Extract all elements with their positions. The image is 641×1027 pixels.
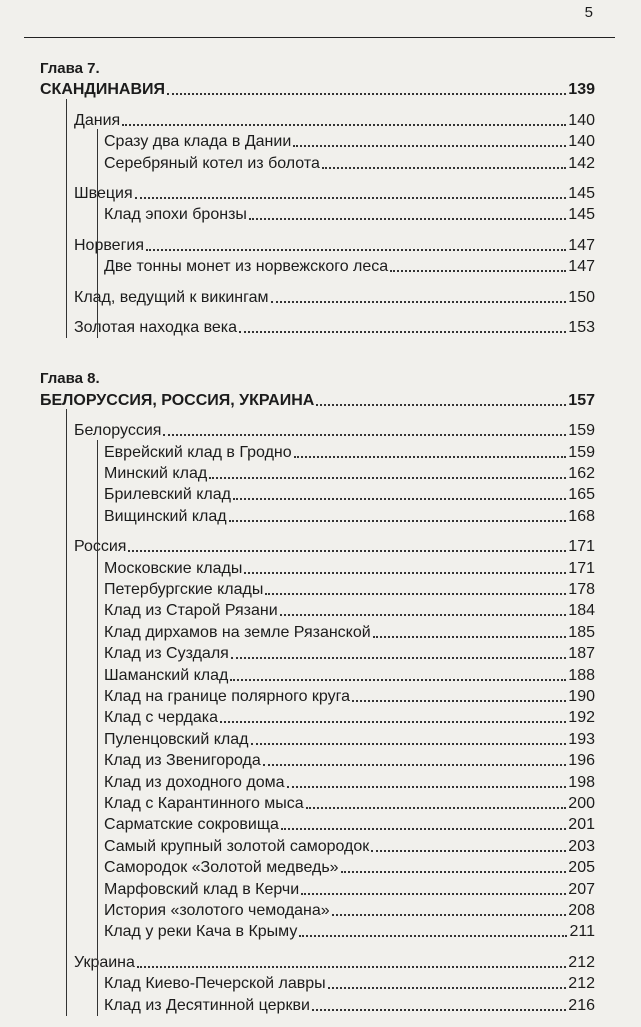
entry-page: 140 — [568, 133, 595, 151]
entry-title: Шаманский клад — [104, 666, 229, 684]
entry-page: 153 — [568, 319, 595, 336]
entry-page: 171 — [568, 559, 595, 577]
dot-leader — [287, 786, 567, 788]
entry-title: Дания — [74, 111, 121, 129]
toc-entry — [104, 484, 595, 506]
dot-leader — [167, 93, 566, 95]
entry-title: Пуленцовский клад — [104, 730, 249, 748]
entry-page: 198 — [568, 773, 595, 791]
entry-page: 212 — [568, 953, 595, 971]
toc-entry — [104, 131, 595, 153]
dot-leader — [341, 871, 567, 873]
dot-leader — [230, 679, 566, 681]
entry-page: 159 — [568, 422, 595, 440]
entry-title: Еврейский клад в Гродно — [104, 443, 292, 461]
dot-leader — [251, 743, 567, 745]
dot-leader — [137, 966, 566, 968]
entry-page: 171 — [568, 538, 595, 556]
entry-title: Клад у реки Кача в Крыму — [104, 923, 298, 941]
entry-title: Клад из Старой Рязани — [104, 602, 278, 620]
dot-leader — [328, 987, 567, 989]
entry-title: Клад из Суздаля — [104, 645, 229, 663]
entry-page: 178 — [568, 581, 595, 598]
entry-page: 205 — [568, 859, 595, 877]
toc-entry — [104, 995, 595, 1017]
entry-page: 208 — [568, 902, 595, 919]
entry-page: 139 — [568, 81, 595, 99]
entry-title: Норвегия — [74, 236, 145, 254]
entry-page: 207 — [568, 880, 595, 898]
dot-leader — [373, 636, 567, 638]
entry-title: Швеция — [74, 185, 133, 202]
toc-entry — [104, 153, 595, 175]
entry-title: Серебряный котел из болота — [104, 154, 320, 172]
dot-leader — [293, 145, 566, 147]
toc-entry — [104, 686, 595, 708]
entry-page: 190 — [568, 688, 595, 705]
toc-entry — [104, 879, 595, 901]
dot-leader — [239, 331, 566, 333]
dot-leader — [390, 270, 566, 272]
entry-page: 212 — [568, 975, 595, 993]
dot-leader — [231, 657, 566, 659]
entry-page: 140 — [568, 111, 595, 129]
section-bracket — [97, 129, 98, 338]
dot-leader — [146, 249, 566, 251]
entry-page: 200 — [568, 795, 595, 812]
dot-leader — [233, 498, 566, 500]
dot-leader — [299, 935, 567, 937]
dot-leader — [263, 764, 567, 766]
section-bracket — [66, 99, 67, 339]
entry-page: 185 — [568, 623, 595, 641]
toc-entry — [104, 772, 595, 794]
entry-title: Клад с чердака — [104, 709, 219, 727]
dot-leader — [244, 572, 566, 574]
dot-leader — [322, 167, 566, 169]
entry-page: 162 — [568, 465, 595, 482]
entry-page: 216 — [568, 996, 595, 1014]
toc-entry — [104, 665, 595, 687]
entry-title: Клад эпохи бронзы — [104, 206, 247, 224]
entry-title: Золотая находка века — [74, 319, 238, 336]
dot-leader — [352, 700, 566, 702]
section-bracket — [97, 440, 98, 1016]
top-rule — [24, 37, 615, 38]
section-row — [74, 287, 595, 309]
toc-entry — [104, 793, 595, 815]
dot-leader — [294, 456, 567, 458]
toc-entry — [104, 973, 595, 995]
entry-title: Вищинский клад — [104, 507, 227, 525]
entry-title: Клад из доходного дома — [104, 773, 285, 791]
entry-title: Петербургские клады — [104, 581, 264, 598]
section-row — [74, 536, 595, 558]
entry-page: 150 — [568, 288, 595, 306]
toc-entry — [104, 857, 595, 879]
entry-title: Две тонны монет из норвежского леса — [104, 258, 389, 276]
dot-leader — [301, 893, 566, 895]
section-row — [74, 952, 595, 974]
dot-leader — [128, 550, 566, 552]
entry-page: 159 — [568, 443, 595, 461]
toc-entry — [104, 204, 595, 226]
chapter-label: Глава 8. — [40, 370, 100, 388]
entry-title: Самородок «Золотой медведь» — [104, 859, 339, 877]
dot-leader — [281, 828, 566, 830]
dot-leader — [306, 807, 567, 809]
entry-title: Клад Киево-Печерской лавры — [104, 975, 326, 993]
entry-title: Клад на границе полярного круга — [104, 688, 351, 705]
chapter-title-row — [40, 79, 595, 101]
toc-entry — [104, 579, 595, 601]
entry-page: 145 — [568, 185, 595, 202]
dot-leader — [135, 197, 567, 199]
toc-entry — [104, 814, 595, 836]
entry-page: 187 — [568, 645, 595, 663]
dot-leader — [265, 593, 566, 595]
entry-title: Самый крупный золотой самородок — [104, 837, 370, 855]
entry-page: 142 — [568, 154, 595, 172]
entry-page: 211 — [569, 923, 595, 941]
toc-entry — [104, 729, 595, 751]
entry-page: 188 — [568, 666, 595, 684]
toc-entry — [104, 707, 595, 729]
toc-entry — [104, 256, 595, 278]
entry-title: Сразу два клада в Дании — [104, 133, 292, 151]
entry-title: Белоруссия — [74, 422, 162, 440]
entry-page: 203 — [568, 837, 595, 855]
chapter-label: Глава 7. — [40, 60, 100, 77]
toc-entry — [104, 558, 595, 580]
entry-page: 145 — [568, 206, 595, 224]
toc-entry — [104, 750, 595, 772]
entry-title: Россия — [74, 538, 127, 556]
entry-title: Клад дирхамов на земле Рязанской — [104, 623, 371, 641]
entry-title: Брилевский клад — [104, 486, 231, 504]
entry-title: Клад с Карантинного мыса — [104, 795, 304, 812]
entry-page: 147 — [568, 258, 595, 276]
chapter-title-row — [40, 390, 595, 412]
entry-page: 196 — [568, 752, 595, 770]
dot-leader — [316, 404, 566, 406]
entry-title: СКАНДИНАВИЯ — [40, 81, 165, 99]
section-row — [74, 420, 595, 442]
dot-leader — [280, 614, 567, 616]
dot-leader — [229, 520, 567, 522]
section-row — [74, 110, 595, 132]
entry-page: 193 — [568, 730, 595, 748]
entry-title: Марфовский клад в Керчи — [104, 880, 300, 898]
entry-page: 165 — [568, 486, 595, 504]
entry-title: Московские клады — [104, 559, 243, 577]
entry-page: 147 — [568, 236, 595, 254]
dot-leader — [271, 301, 567, 303]
dot-leader — [220, 721, 566, 723]
entry-title: История «золотого чемодана» — [104, 902, 330, 919]
toc-entry — [104, 622, 595, 644]
toc-entry — [104, 900, 595, 922]
entry-title: Клад, ведущий к викингам — [74, 288, 269, 306]
entry-page: 184 — [568, 602, 595, 620]
entry-title: Сарматские сокровища — [104, 816, 279, 834]
dot-leader — [163, 434, 566, 436]
section-row — [74, 317, 595, 339]
entry-title: Минский клад — [104, 465, 208, 482]
section-row — [74, 235, 595, 257]
section-row — [74, 183, 595, 205]
toc-entry — [104, 463, 595, 485]
entry-title: Клад из Звенигорода — [104, 752, 261, 770]
toc-entry — [104, 836, 595, 858]
entry-page: 192 — [568, 709, 595, 727]
entry-title: БЕЛОРУССИЯ, РОССИЯ, УКРАИНА — [40, 391, 315, 409]
toc-entry — [104, 600, 595, 622]
dot-leader — [332, 914, 567, 916]
page-number: 5 — [584, 4, 593, 21]
toc-entry — [104, 442, 595, 464]
section-bracket — [66, 409, 67, 1016]
toc-entry — [104, 643, 595, 665]
entry-title: Украина — [74, 953, 135, 971]
entry-page: 157 — [568, 391, 595, 409]
dot-leader — [312, 1009, 566, 1011]
dot-leader — [122, 124, 566, 126]
dot-leader — [209, 477, 566, 479]
dot-leader — [371, 850, 566, 852]
entry-page: 201 — [568, 816, 595, 834]
toc-entry — [104, 921, 595, 943]
entry-title: Клад из Десятинной церкви — [104, 996, 310, 1014]
dot-leader — [249, 218, 566, 220]
toc-entry — [104, 506, 595, 528]
entry-page: 168 — [568, 507, 595, 525]
